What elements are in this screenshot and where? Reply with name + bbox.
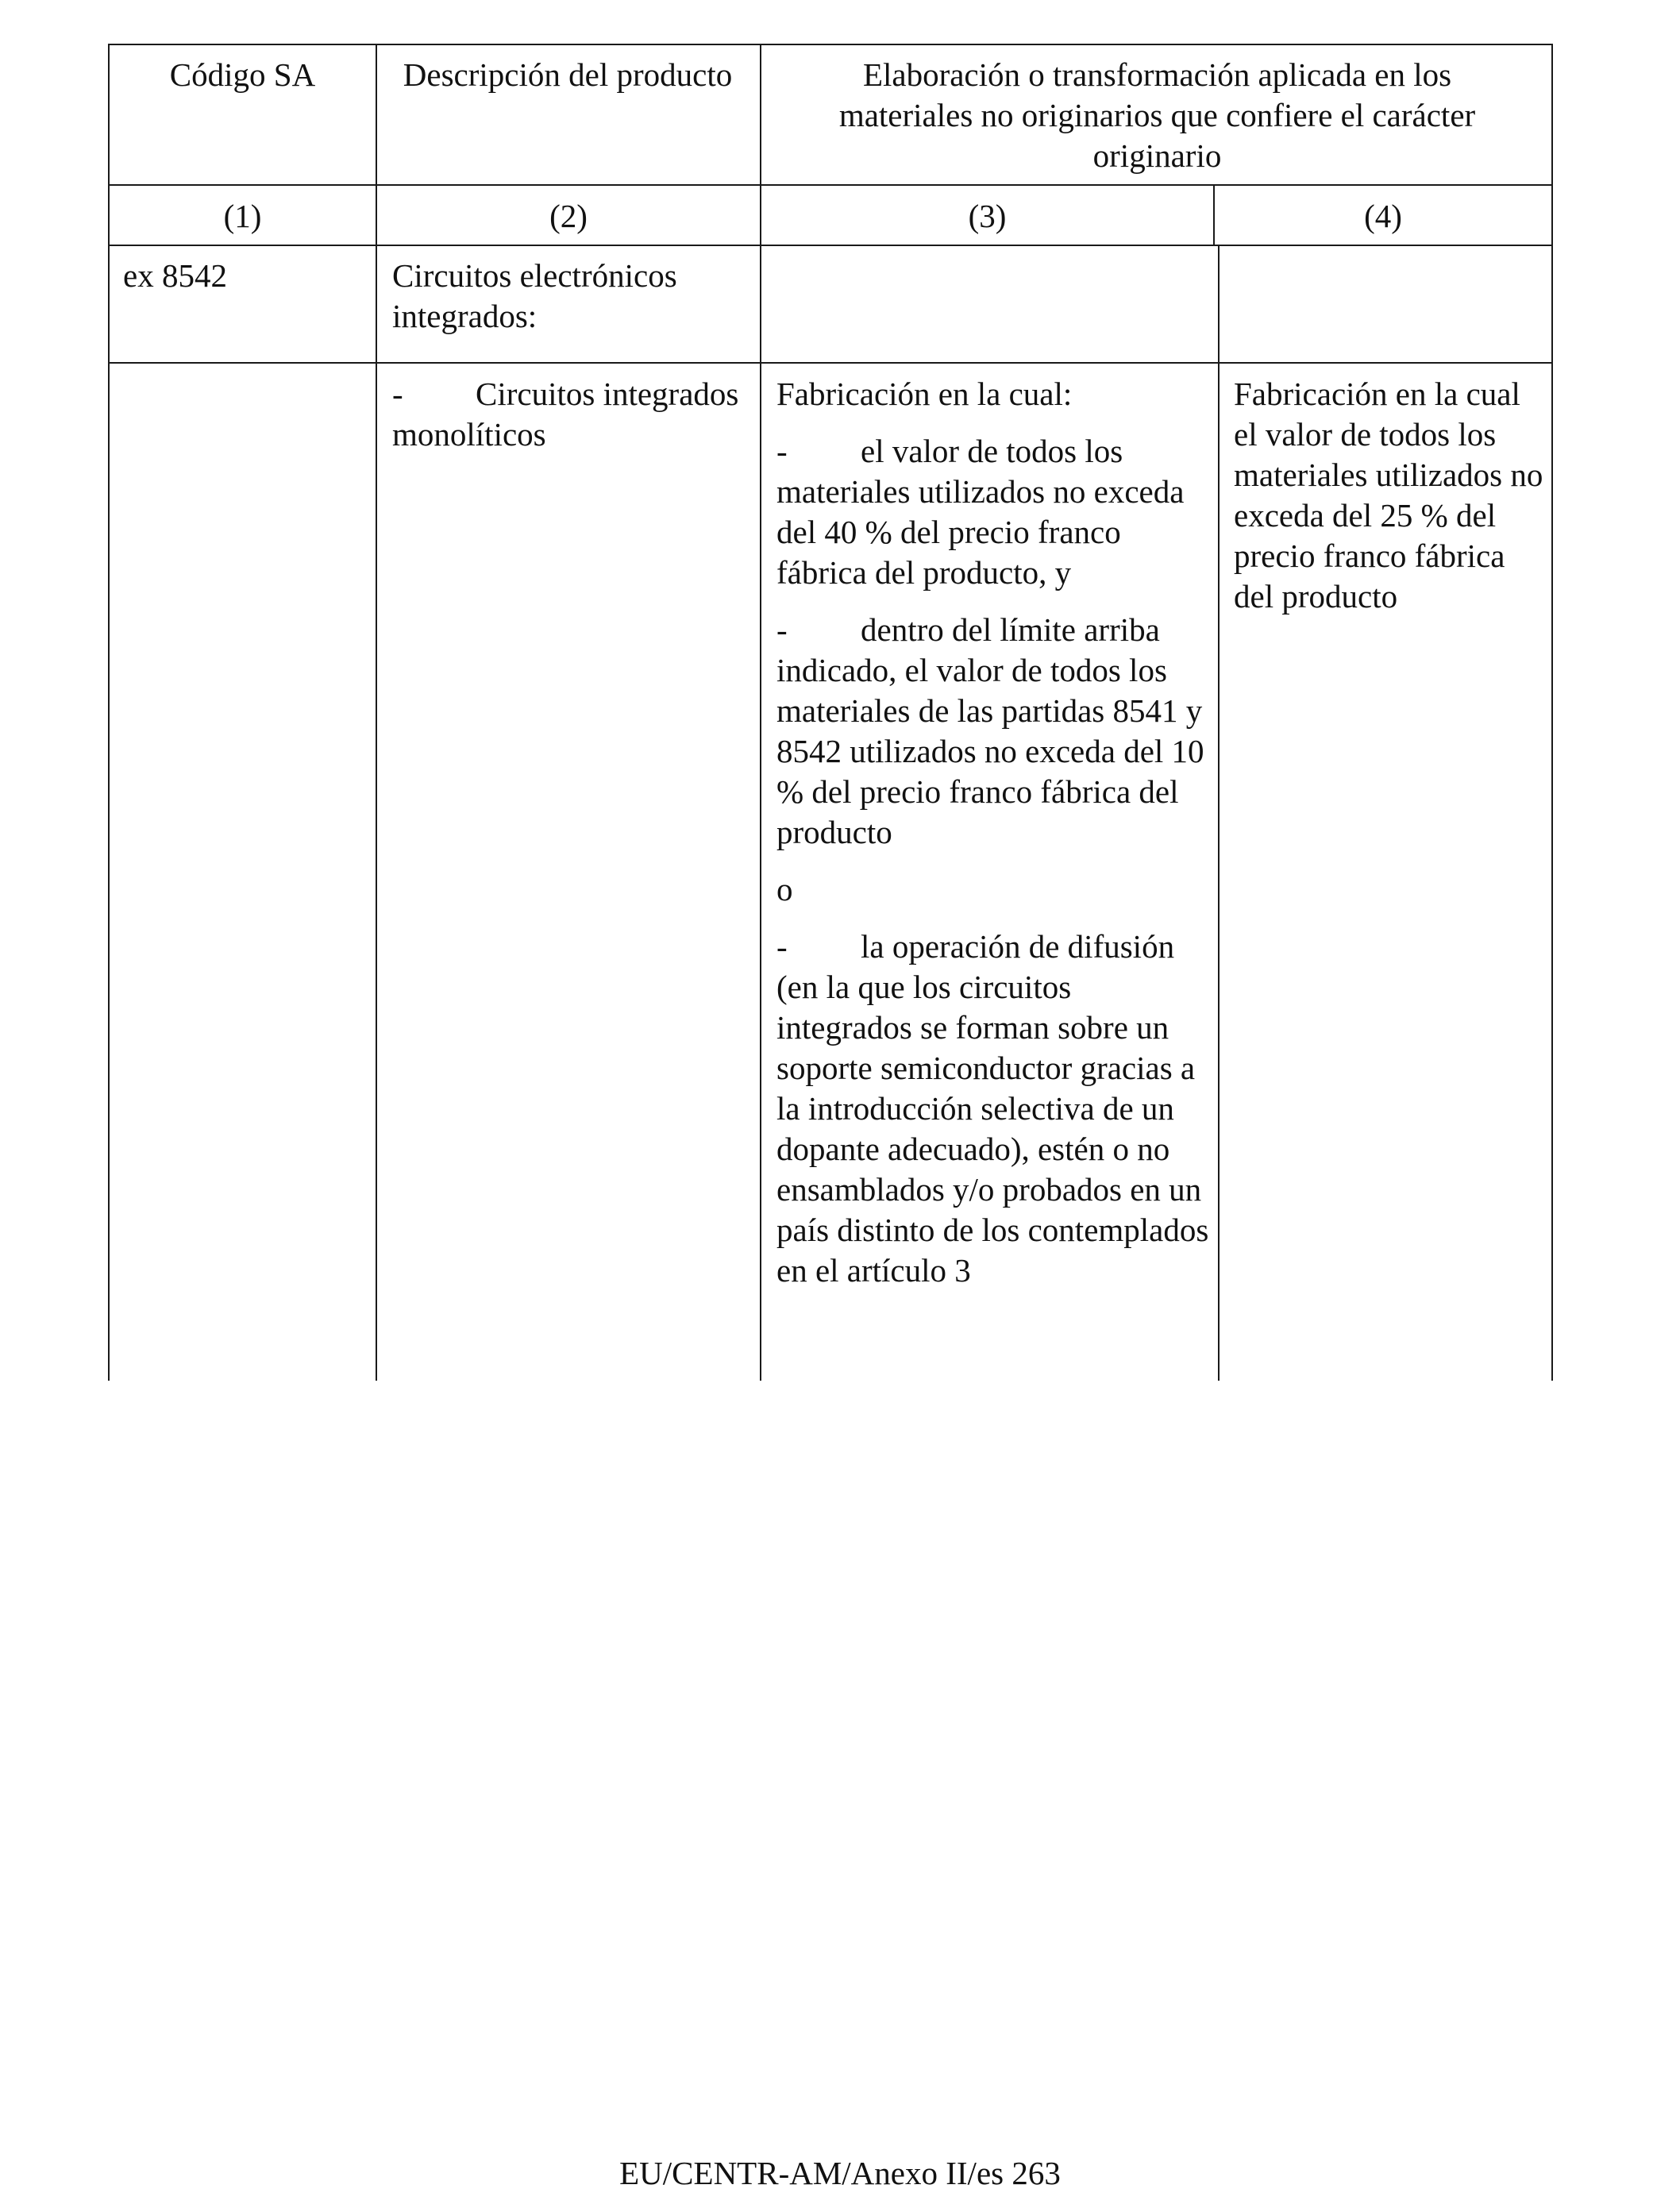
header-hs-code <box>110 55 376 95</box>
header-bottom-border <box>108 184 1553 186</box>
table-right-border <box>1551 44 1553 1381</box>
col1-right-border <box>376 44 377 1381</box>
col-number-4 <box>1215 196 1551 237</box>
col-number-2 <box>377 196 760 237</box>
page-footer <box>0 2153 1680 2194</box>
table-left-border <box>108 44 110 1381</box>
col3-right-border-body <box>1218 245 1220 363</box>
row2-description <box>392 374 742 455</box>
table-top-border <box>108 44 1553 45</box>
header-working-processing-text: Elaboración o transformación aplicada en los materiales no originarios que confiere el carácter originario <box>838 56 1476 174</box>
row2-rule-item-2 <box>776 610 1213 853</box>
row1-hs-code <box>123 256 369 296</box>
row1-hs-code-text: ex 8542 <box>123 257 227 294</box>
col2-right-border <box>760 44 761 1381</box>
header-product-description <box>397 55 738 95</box>
row2-rule-item-1-text: el valor de todos los materiales utilizados no exceda del 40 % del precio franco fábrica del producto, y <box>776 433 1185 591</box>
row2-description-dash: - <box>392 376 403 412</box>
row1-description-text: Circuitos electrónicos integrados: <box>392 257 677 334</box>
header-hs-code-text: Código SA <box>169 56 316 93</box>
row2-description-text: Circuitos integrados monolíticos <box>392 376 739 453</box>
row2-alternative-rule-text: Fabricación en la cual el valor de todos los materiales utilizados no exceda del 25 % del precio franco fábrica del producto <box>1234 376 1543 615</box>
row2-rule-intro: Fabricación en la cual: <box>776 376 1073 412</box>
row1-bottom-border <box>108 362 1553 364</box>
col-number-2-text: (2) <box>549 198 588 234</box>
numbers-bottom-border <box>108 245 1553 246</box>
header-working-processing <box>794 55 1520 176</box>
col-number-1-text: (1) <box>223 198 262 234</box>
col-number-3 <box>761 196 1213 237</box>
page-footer-text: EU/CENTR-AM/Anexo II/es 263 <box>619 2155 1061 2191</box>
row2-rule-item-2-dash: - <box>776 611 788 648</box>
row2-rule-item-1 <box>776 431 1213 593</box>
row2-rule-or: o <box>776 871 793 907</box>
row2-working-processing <box>776 374 1213 1291</box>
row2-rule-item-3-dash: - <box>776 928 788 965</box>
col3-right-border-body2 <box>1218 362 1220 1381</box>
col-number-1 <box>110 196 376 237</box>
col-number-4-text: (4) <box>1364 198 1402 234</box>
header-product-description-text: Descripción del producto <box>403 56 733 93</box>
row1-description <box>392 256 742 337</box>
row2-rule-item-3 <box>776 927 1213 1291</box>
row2-alternative-rule <box>1234 374 1545 617</box>
row2-rule-item-3-text: la operación de difusión (en la que los circuitos integrados se forman sobre un soporte semiconductor gracias a la introducción selectiva de un dopante adecuado), estén o no ensamblados y/o probados en un país distinto de los contemplados en el artículo 3 <box>776 928 1209 1289</box>
row2-rule-item-1-dash: - <box>776 433 788 469</box>
row2-rule-item-2-text: dentro del límite arriba indicado, el valor de todos los materiales de las partidas 8541 y 8542 utilizados no exceda del 10 % del precio franco fábrica del producto <box>776 611 1204 850</box>
col-number-3-text: (3) <box>968 198 1007 234</box>
